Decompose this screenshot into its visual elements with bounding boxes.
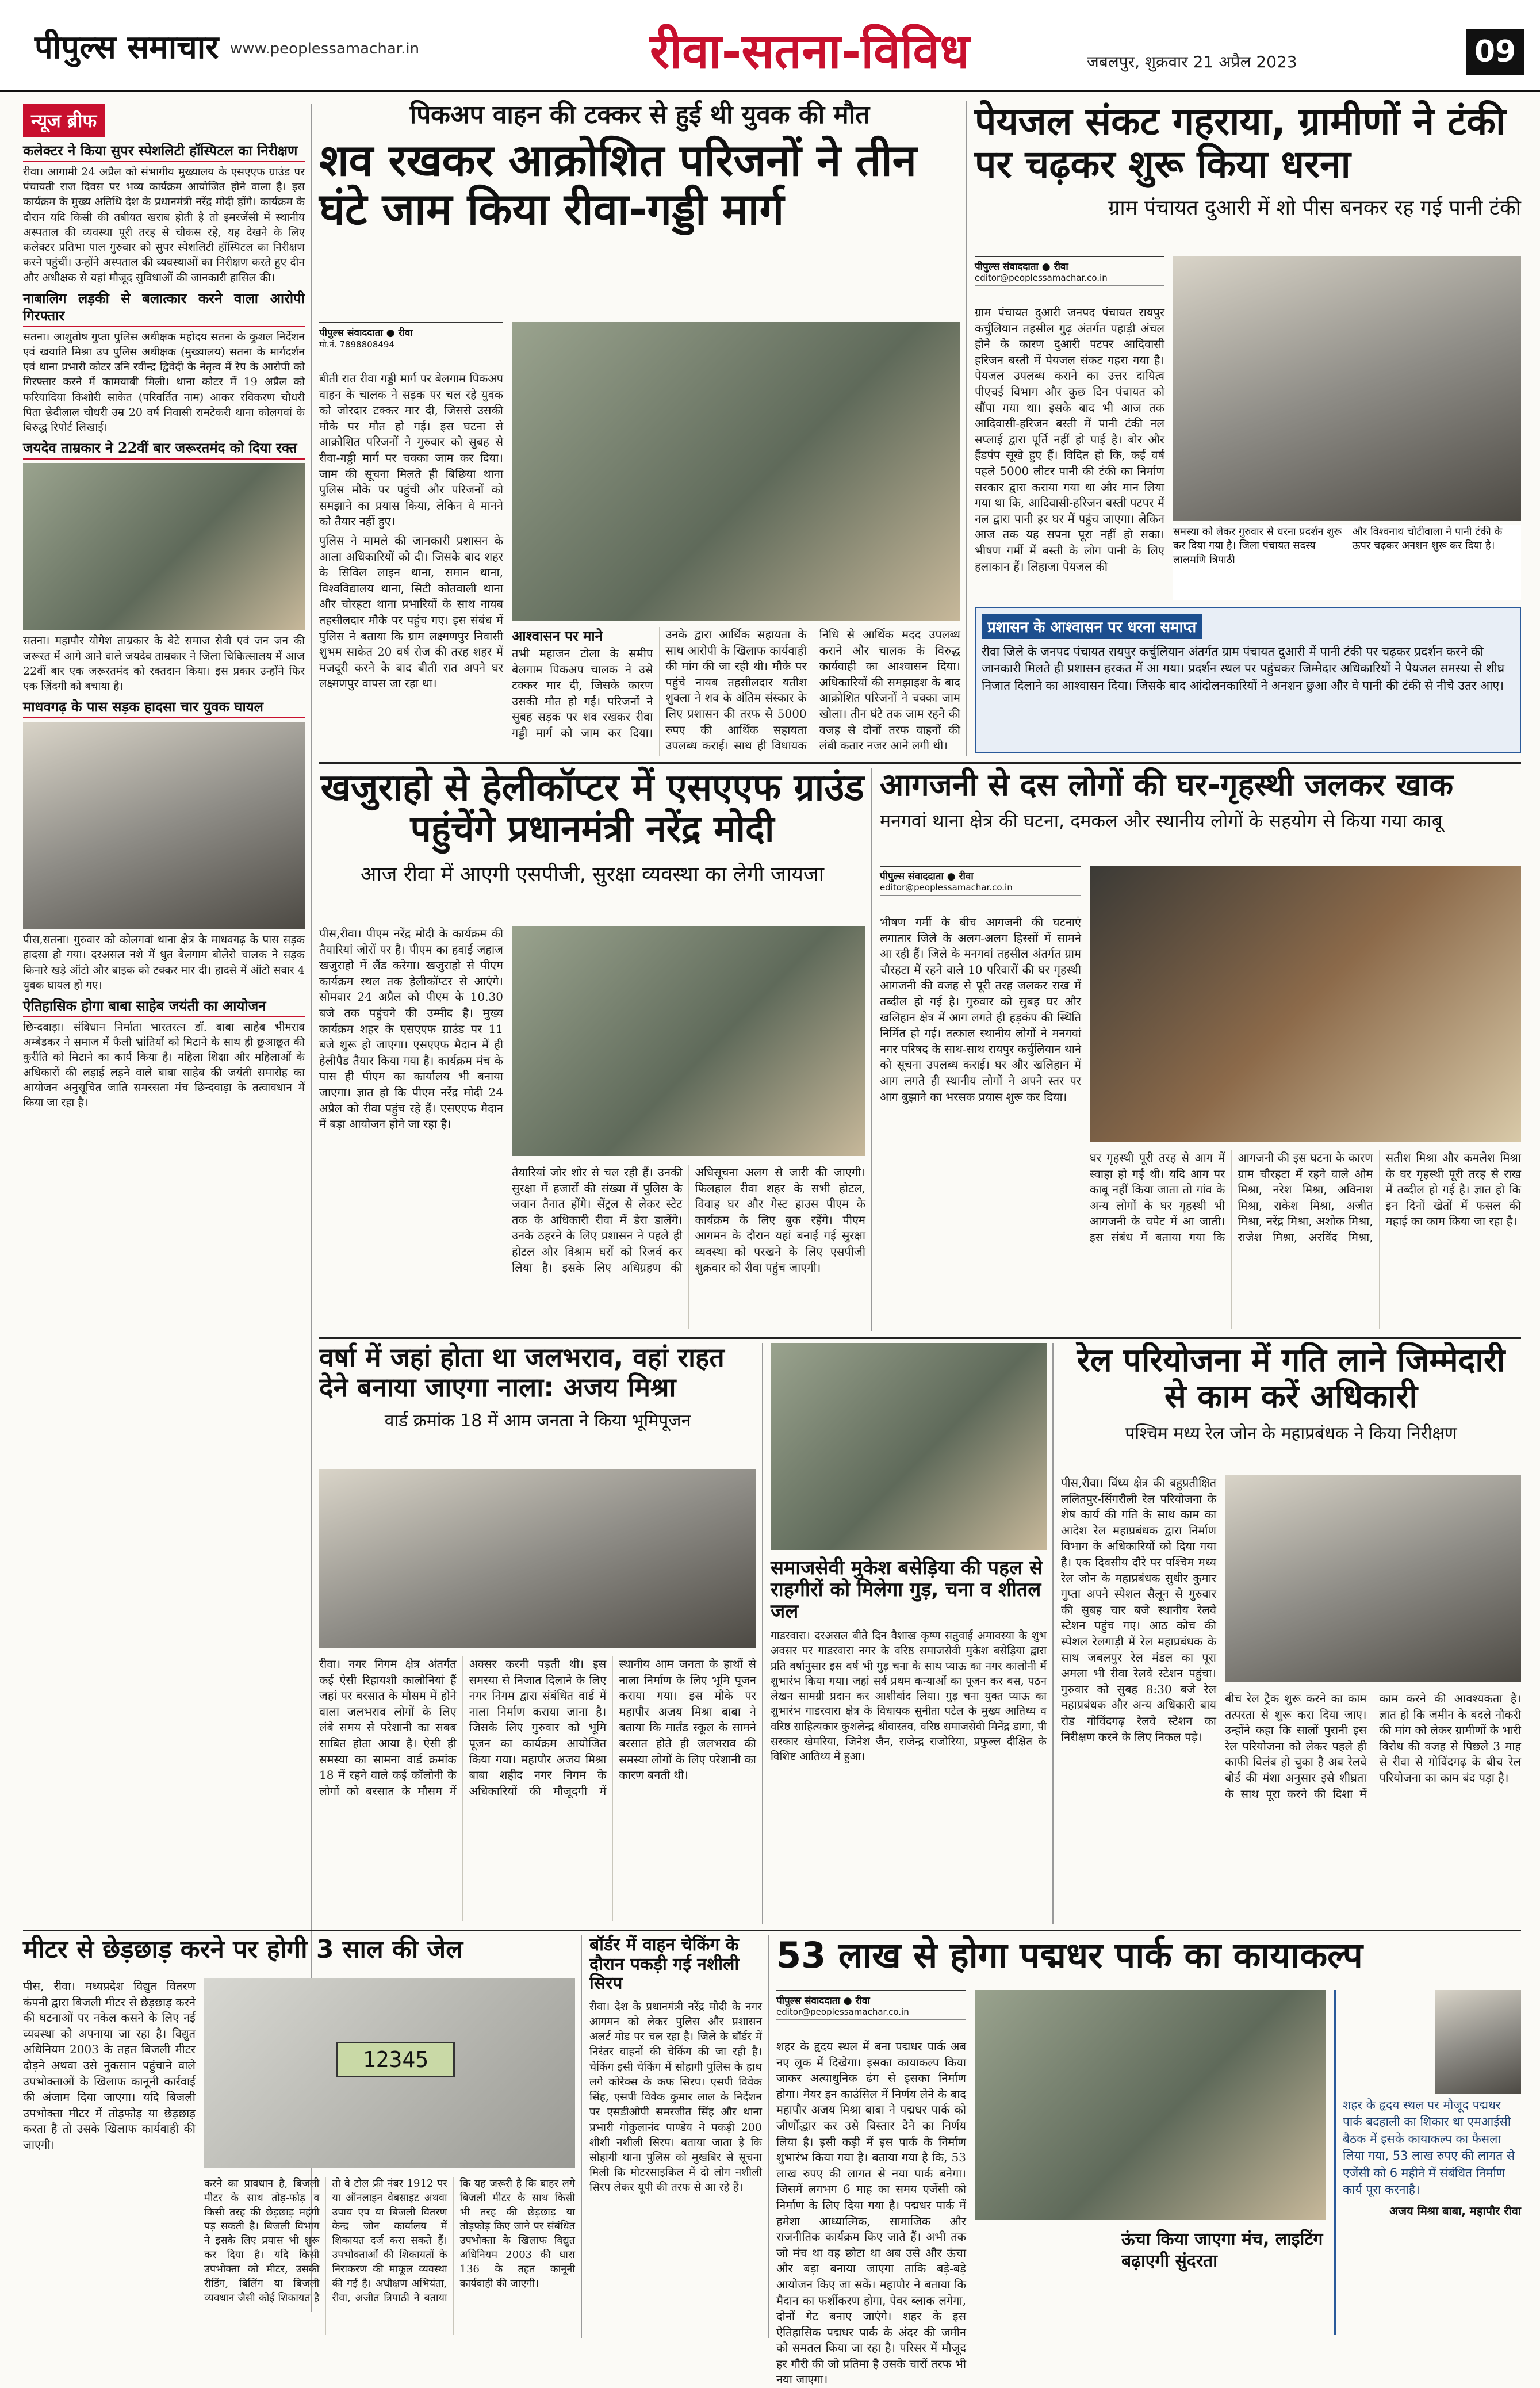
paper-logo: पीपुल्स समाचार	[35, 29, 219, 66]
box-body: रीवा जिले के जनपद पंचायत रायपुर कर्चुलियान अंतर्गत ग्राम पंचायत दुआरी में पानी टंकी पर चढ़कर प्रदर्शन करने की जानकारी मिलते ही प्रशासन हरकत में आ गया। प्रदर्शन स्थल पर पहुंचकर जिम्मेदार अधिकारियों ने पेयजल समस्या से शीघ्र निजात दिलाने का आश्वासन दिया। जिसके बाद आंदोलनकारियों ने अनशन छुआ और वे पानी की टंकी से नीचे उतर आए।	[982, 645, 1505, 692]
story-rail	[1061, 1343, 1521, 1924]
story5-deck: वार्ड क्रमांक 18 में आम जनता ने किया भूमिपूजन	[384, 1411, 691, 1432]
bhoomipujan-photo	[319, 1469, 756, 1648]
story-park	[776, 1934, 1521, 2387]
park-photo	[975, 1990, 1326, 2220]
water-tank-photo	[1173, 256, 1521, 521]
mayor-portrait	[1435, 1990, 1521, 2094]
story3-deck: आज रीवा में आएगी एसपीजी, सुरक्षा व्यवस्था का लेगी जायजा	[360, 863, 825, 887]
brief-text: पीस,सतना। गुरुवार को कोलगवां थाना क्षेत्र के माधवगढ़ के पास सड़क हादसा हो गया। दरअसल नशे में धुत बेलगाम बोलेरो चालक ने सड़क किनारे खड़े ऑटो और बाइक को टक्कर मार दी। हादसे में ऑटो सवार 4 युवक घायल हो गए।	[23, 933, 305, 992]
story-water-crisis	[975, 101, 1521, 756]
story7-body2: बीच रेल ट्रैक शुरू करने का काम तत्परता से शुरू करा दिया जाए। उन्होंने कहा कि सालों पुरानी इस रेल परियोजना को लेकर पहले ही काफी विलंब हो चुका है अब रेलवे बोर्ड की मंशा अनुसार इसे शीघ्रता के साथ पूरा करने की दिशा में काम करने की आवश्यकता है। ज्ञात हो कि जमीन के बदले नौकरी की मांग को लेकर ग्रामीणों के भारी विरोध की वजह से पिछले 3 माह से रीवा से गोविंदगढ़ के बीच रेल परियोजना का काम बंद पड़ा है।	[1225, 1692, 1521, 1801]
story8-body2: करने का प्रावधान है, बिजली मीटर के साथ तोड़-फोड़ व किसी तरह की छेड़छाड़ महंगी पड़ सकती है। बिजली विभाग ने इसके लिए प्रयास भी शुरू कर दिया है। यदि किसी उपभोक्ता को मीटर, उसकी रीडिंग, बिलिंग या बिजली व्यवधान जैसी कोई शिकायत है तो वे टोल फ्री नंबर 1912 पर या ऑनलाइन वेबसाइट अथवा उपाय एप या बिजली वितरण केन्द्र जोन कार्यालय में शिकायत दर्ज करा सकते हैं। उपभोक्ताओं की शिकायतों के निराकरण की माकूल व्यवस्था की गई है। अधीक्षण अभियंता, रीवा, अजीत त्रिपाठी ने बताया कि यह जरूरी है कि बाहर लगे बिजली मीटर के साथ किसी भी तरह की छेड़छाड़ या तोड़फोड़ किए जाने पर संबंधित उपभोक्ता के खिलाफ विद्युत अधिनियम 2003 की धारा 136 के तहत कानूनी कार्यवाही की जाएगी।	[204, 2177, 575, 2304]
story2-deck: ग्राम पंचायत दुआरी में शो पीस बनकर रह गई पानी टंकी	[1108, 196, 1521, 220]
story1-kicker: पिकअप वाहन की टक्कर से हुई थी युवक की मौत	[409, 100, 870, 129]
brief-headline: नाबालिग लड़की से बलात्कार करने वाला आरोपी गिरफ्तार	[23, 290, 305, 327]
story5-headline: वर्षा में जहां होता था जलभराव, वहां राहत देने बनाया जाएगा नाला: अजय मिश्रा	[319, 1342, 725, 1403]
story3-body-col1: पीस,रीवा। पीएम नरेंद्र मोदी के कार्यक्रम की तैयारियां जोरों पर है। पीएम का हवाई जहाज खजुराहो में लैंड करेगा। खजुराहो से पीएम कार्यक्रम स्थल तक हेलीकॉप्टर से आएंगे। सोमवार 24 अप्रैल को पीएम के 10.30 बजे तक पहुंचने की उम्मीद है। मुख्य कार्यक्रम शहर के एसएएफ ग्राउंड पर 11 बजे शुरू हो जाएगा। एसएएफ मैदान में ही हेलीपैड तैयार किया गया है। कार्यक्रम मंच के पास ही पीएम का कार्यालय भी बनाया जाएगा। ज्ञात हो कि पीएम नरेंद्र मोदी 24 अप्रैल को रीवा पहुंच रहे हैं। एसएएफ मैदान में बड़ा आयोजन होने जा रहा है।	[319, 927, 503, 1131]
story2-caption: समस्या को लेकर गुरुवार से धरना प्रदर्शन शुरू कर दिया गया है। जिला पंचायत सदस्य लालमणि त्रिपाठी और विश्वनाथ चोटीवाला ने पानी टंकी के ऊपर चढ़कर अनशन शुरू कर दिया है।	[1173, 525, 1521, 600]
meter-display: 12345	[336, 2042, 455, 2077]
story10-byline: पीपुल्स संवाददाता ● रीवा editor@peoplessamachar.co.in	[776, 1990, 966, 2020]
story-meter	[23, 1935, 575, 2338]
story-pyau	[771, 1343, 1047, 1924]
page-number: 09	[1466, 29, 1524, 75]
story4-body: भीषण गर्मी के बीच आगजनी की घटनाएं लगातार जिले के अलग-अलग हिस्सों में सामने आ रही हैं। जिले के मनगवां तहसील अंतर्गत ग्राम चौरहटा में रहने वाले 10 परिवारों की घर गृहस्थी आगजनी की वजह से पूरी तरह जलकर राख में तब्दील हो गई है। गुरुवार को सुबह घर और खलिहान क्षेत्र में आग लगते ही हड़कंप की स्थिति निर्मित हो गई। तत्काल स्थानीय लोगों ने मनगवां नगर परिषद के साथ-साथ रायपुर कर्चुलियान थाने को सूचना उपलब्ध कराई। घर और खलिहान में आग लगते ही स्थानीय लोगों ने अपने स्तर पर आग बुझाने का भरसक प्रयास शुरू कर दिया।	[880, 915, 1081, 1104]
brief-headline: ऐतिहासिक होगा बाबा साहेब जयंती का आयोजन	[23, 997, 305, 1017]
brief-text: छिन्दवाड़ा। संविधान निर्माता भारतरत्न डॉ. बाबा साहेब भीमराव अम्बेडकर ने समाज में फैली भ्रांतियों को मिटाने के साथ ही छुआछूत की कुरीति को मिटाने का कार्य किया है। महिला शिक्षा और महिलाओं के अधिकारों की लड़ाई लड़ने वाले बाबा साहेब की जयंती समारोह का आयोजन अनुसूचित जाति समरसता मंच छिन्दवाड़ा के तत्वावधान में किया जा रहा है।	[23, 1021, 305, 1109]
dateline: जबलपुर, शुक्रवार 21 अप्रैल 2023	[1087, 52, 1297, 71]
story-fire	[880, 768, 1521, 1331]
story-syrup	[589, 1935, 762, 2338]
brief-text: सतना। आशुतोष गुप्ता पुलिस अधीक्षक महोदय सतना के कुशल निर्देशन एवं खयाति मिश्रा उप पुलिस अधीक्षक (मुख्यालय) सतना के मार्गदर्शन एवं थाना प्रभारी कोटर उनि रवीन्द्र द्विवेदी के नेतृत्व में रेप के आरोपी को गिरफ्तार करने में कामयाबी मिली। थाना कोटर में 19 अप्रैल को फरियादिया किशोरी साकेत (परिवर्तित नाम) आकर रविकरण चौधरी पिता छेदीलाल चौधरी उम्र 20 वर्ष निवासी रामटेकरी थाना कोलगवां के विरुद्ध रिपोर्ट लिखाई।	[23, 330, 305, 434]
fire-damage-photo	[1090, 866, 1521, 1142]
mayor-quote-by: अजय मिश्रा बाबा, महापौर रीवा	[1389, 2204, 1521, 2218]
story10-subhead: ऊंचा किया जाएगा मंच, लाइटिंग बढ़ाएगी सुंदरता	[1121, 2229, 1323, 2271]
rail-inspection-photo	[1225, 1475, 1521, 1682]
story8-body1: पीस, रीवा। मध्यप्रदेश विद्युत वितरण कंपनी द्वारा बिजली मीटर से छेड़छाड़ करने की घटनाओं पर नकेल कसने के लिए नई व्यवस्था को अपनाया जा रहा है। विद्युत अधिनियम 2003 के तहत बिजली मीटर दौड़ने अथवा उसे नुकसान पहुंचाने वाले उपभोक्ताओं के खिलाफ कानूनी कार्रवाई की अंजाम दिया जाएगा। यदि बिजली उपभोक्ता मीटर में तोड़फोड़ या छेड़छाड़ करता है तो उसके खिलाफ कार्यवाही की जाएगी।	[23, 1979, 196, 2152]
accident-photo	[23, 722, 305, 929]
admin-assurance-box	[975, 607, 1521, 753]
story8-headline: मीटर से छेड़छाड़ करने पर होगी 3 साल की जेल	[23, 1935, 463, 1964]
story3-headline: खजुराहो से हेलीकॉप्टर में एसएएफ ग्राउंड पहुंचेंगे प्रधानमंत्री नरेंद्र मोदी	[320, 767, 864, 851]
paper-url[interactable]: www.peoplessamachar.in	[230, 40, 420, 58]
story2-byline: पीपुल्स संवाददाता ● रीवा editor@peoplessamachar.co.in	[975, 256, 1164, 286]
story1-body-col1: बीती रात रीवा गड्डी मार्ग पर बेलगाम पिकअप वाहन के चालक ने सड़क पर चल रहे युवक को जोरदार टक्कर मार दी, जिससे उसकी मौके पर मौत हो गई। इस घटना से आक्रोशित परिजनों ने गुरुवार को सुबह से रीवा-गड्डी मार्ग पर चक्का जाम कर दिया। जाम की सूचना मिलते ही बिछिया थाना पुलिस मौके पर पहुंची और परिजनों को समझाने का प्रयास किया, लेकिन वे मानने को तैयार नहीं हुए। पुलिस ने मामले की जानकारी प्रशासन के आला अधिकारियों को दी। जिसके बाद शहर के सिविल लाइन थाना, समान थाना, विश्वविद्यालय थाना, सिटी कोतवाली थाना और चोरहटा थाना प्रभारियों के साथ नायब तहसीलदार मौके पर पहुंच गए। इस संबंध में पुलिस ने बताया कि ग्राम लक्ष्मणपुर निवासी शुभम साकेत 20 वर्ष रोज की तरह शहर में मजदूरी करने के बाद बीती रात अपने घर लक्ष्मणपुर वापस जा रहा था।	[319, 372, 503, 691]
brief-text: सतना। महापौर योगेश ताम्रकार के बेटे समाज सेवी एवं जन जन की जरूरत में आगे आने वाले जयदेव ताम्रकार ने जिला चिकित्सालय में आज 22वीं बार एक जरूरतमंद को रक्तदान किया। इस प्रकार उन्होंने फिर एक ज़िंदगी को बचाया है।	[23, 634, 305, 692]
story7-deck: पश्चिम मध्य रेल जोन के महाप्रबंधक ने किया निरीक्षण	[1125, 1423, 1457, 1444]
story7-body: पीस,रीवा। विंध्य क्षेत्र की बहुप्रतीक्षित ललितपुर-सिंगरौली रेल परियोजना के शेष कार्य की गति के साथ काम का आदेश रेल महाप्रबंधक द्वारा निर्माण विभाग के अधिकारियों को दिया गया है। एक दिवसीय दौरे पर पश्चिम मध्य रेल जोन के महाप्रबंधक सुधीर कुमार गुप्ता अपने स्पेशल सैलून से गुरुवार की सुबह चार बजे स्थानीय रेलवे स्टेशन पहुंच गए। आठ कोच की स्पेशल रेलगाड़ी में रेल महाप्रबंधक के साथ जबलपुर रेल मंडल का पूरा अमला भी रीवा रेलवे स्टेशन पहुंचा। गुरुवार को सुबह 8:30 बजे रेल महाप्रबंधक और अन्य अधिकारी बाय रोड गोविंदगढ़ रेलवे स्टेशन का निरीक्षण करने के लिए निकल पड़े।	[1061, 1476, 1216, 1744]
story3-body-col2: तैयारियां जोर शोर से चल रही हैं। उनकी सुरक्षा में हजारों की संख्या में पुलिस के जवान तैनात होंगे। सेंट्रल से लेकर स्टेट तक के अधिकारी रीवा में डेरा डालेंगे। उनके ठहरने के लिए प्रशासन ने पहले ही होटल और विश्राम घरों को रिजर्व कर लिया है। इसके लिए अधिग्रहण की अधिसूचना अलग से जारी की जाएगी। फिलहाल रीवा शहर के सभी होटल, विवाह घर और गेस्ट हाउस पीएम के कार्यक्रम के लिए बुक रहेंगे। पीएम आगमन के दौरान यहां बनाई गई सुरक्षा व्यवस्था को परखने के लिए एसपीजी शुक्रवार को रीवा पहुंच जाएगी।	[512, 1165, 865, 1275]
story-drain	[319, 1343, 756, 1924]
story4-headline: आगजनी से दस लोगों की घर-गृहस्थी जलकर खाक	[880, 767, 1454, 803]
brief-text: रीवा। आगामी 24 अप्रैल को संभागीय मुख्यालय के एसएएफ ग्राउंड पर पंचायती राज दिवस पर भव्य कार्यक्रम आयोजित होने वाला है। इस कार्यक्रम के मुख्य अतिथि देश के प्रधानमंत्री नरेंद्र मोदी होंगे। कार्यक्रम के दौरान यदि किसी की तबीयत खराब होती है तो इमरजेंसी में स्थानीय अस्पताल की व्यवस्था पूरी तरह से चौकस रहे, यह देखने के लिए कलेक्टर प्रतिभा पाल गुरुवार को सुपर स्पेशलिटी हॉस्पिटल का निरीक्षण करने पहुंचीं। उन्होंने अस्पताल की व्यवस्थाओं का निरीक्षण करते हुए दीन और अधीक्षक से यहां मौजूद सुविधाओं की जानकारी हासिल की।	[23, 166, 305, 284]
story1-byline: पीपुल्स संवाददाता ● रीवा मो.नं. 7898808494	[319, 322, 503, 353]
masthead	[0, 0, 1540, 92]
road-block-photo	[512, 322, 960, 621]
story7-headline: रेल परियोजना में गति लाने जिम्मेदारी से काम करें अधिकारी	[1077, 1342, 1505, 1415]
meter-photo	[204, 1978, 575, 2168]
story-road-block	[319, 101, 960, 756]
mayor-quote-box	[1334, 1990, 1521, 2335]
story2-headline: पेयजल संकट गहराया, ग्रामीणों ने टंकी पर चढ़कर शुरू किया धरना	[975, 100, 1506, 186]
brief-headline: कलेक्टर ने किया सुपर स्पेशलिटी हॉस्पिटल का निरीक्षण	[23, 142, 305, 162]
story9-headline: बॉर्डर में वाहन चेकिंग के दौरान पकड़ी गई नशीली सिरप	[589, 1935, 740, 1994]
story10-headline: 53 लाख से होगा पद्मधर पार्क का कायाकल्प	[776, 1934, 1363, 1976]
story5-body: रीवा। नगर निगम क्षेत्र अंतर्गत कई ऐसी रिहायशी कालोनियां हैं जहां पर बरसात के मौसम में होने वाला जलभराव लोगों के लिए लंबे समय से परेशानी का सबब साबित होता आया है। ऐसी ही समस्या का सामना वार्ड क्रमांक 18 में रहने वाले कई कॉलोनी के लोगों को बरसात के मौसम में अक्सर करनी पड़ती थी। इस समस्या से निजात दिलाने के लिए नगर निगम द्वारा संबंधित वार्ड में नाला निर्माण कराया जाना है। जिसके लिए गुरुवार को भूमि पूजन का कार्यक्रम आयोजित किया गया। महापौर अजय मिश्रा बाबा शहीद नगर निगम के अधिकारियों की मौजूदगी में स्थानीय आम जनता के हाथों से नाला निर्माण के लिए भूमि पूजन कराया गया। इस मौके पर महापौर अजय मिश्रा बाबा ने बताया कि मार्तंड स्कूल के सामने बरसात होते ही जलभराव की समस्या लोगों के लिए परेशानी का कारण बनती थी।	[319, 1657, 756, 1798]
box-headline: प्रशासन के आश्वासन पर धरना समाप्त	[982, 614, 1202, 639]
story1-headline: शव रखकर आक्रोशित परिजनों ने तीन घंटे जाम किया रीवा-गड्डी मार्ग	[319, 135, 917, 235]
section-title: रीवा-सतना-विविध	[650, 23, 970, 79]
brief-headline: माधवगढ़ के पास सड़क हादसा चार युवक घायल	[23, 698, 305, 718]
brief-headline: जयदेव ताम्रकार ने 22वीं बार जरूरतमंद को दिया रक्त	[23, 439, 305, 460]
story2-body: ग्राम पंचायत दुआरी जनपद पंचायत रायपुर कर्चुलियान तहसील गुढ़ अंतर्गत पहाड़ी अंचल होने के कारण दुआरी पटपर आदिवासी हरिजन बस्ती में पेयजल संकट गहरा गया है। पेयजल उपलब्ध कराने का उत्तर दायित्व पीएचई विभाग और कुछ दिन पंचायत को सौंपा गया था। इसके बाद भी आज तक आदिवासी-हरिजन बस्ती में पानी टंकी नल सप्लाई द्वारा पूर्ति नहीं हो पाई है। बोर और हैंडपंप सूखे हुए हैं। विदित हो कि, कई वर्ष पहले 5000 लीटर पानी की टंकी का निर्माण सरकार द्वारा कराया गया था और मान लिया गया था कि, आदिवासी-हरिजन बस्ती पटपर में नल द्वारा पानी हर घर में पहुंच जाएगा। लेकिन आज तक यह सपना पूरा नहीं हो सका। भीषण गर्मी में बस्ती के लोग पानी के लिए हलाकान हैं। लिहाजा पेयजल की	[975, 305, 1164, 573]
story4-caption: घर गृहस्थी पूरी तरह से आग में स्वाहा हो गई थी। यदि आग पर काबू नहीं किया जाता तो गांव के अन्य लोगों के घर गृहस्थी भी आगजनी के चपेट में आ जाती। इस संबंध में बताया गया कि आगजनी की इस घटना के कारण ग्राम चौरहटा में रहने वाले ओम मिश्रा, नरेश मिश्रा, अविनाश मिश्रा, राकेश मिश्रा, अजीत मिश्रा, नरेंद्र मिश्रा, अशोक मिश्रा, राजेश मिश्रा, अरविंद मिश्रा, सतीश मिश्रा और कमलेश मिश्रा के घर गृहस्थी पूरी तरह से राख में तब्दील हो गई है। ज्ञात हो कि इन दिनों खेतों में फसल की महाई का काम किया जा रहा है।	[1090, 1151, 1521, 1244]
blood-donation-photo	[23, 463, 305, 630]
story-pm-visit	[319, 768, 865, 1331]
story1-body-col2: आश्वासन पर माने तभी महाजन टोला के समीप बेलगाम पिकअप चालक ने उसे टक्कर मार दी, जिसके कारण उसकी मौत हो गई। परिजनों ने सुबह सड़क पर शव रखकर रीवा गड्डी मार्ग को जाम कर दिया। उनके द्वारा आर्थिक सहायता के साथ आरोपी के खिलाफ कार्यवाही की मांग की जा रही थी। मौके पर पहुंचे नायब तहसीलदार यतीश शुक्ला ने शव के अंतिम संस्कार के लिए प्रशासन की तरफ से 5000 रुपए की आर्थिक सहायता उपलब्ध कराई। साथ ही विधायक निधि से आर्थिक मदद उपलब्ध कराने और चालक के विरुद्ध कार्यवाही का आश्वासन दिया। अधिकारियों की समझाइश के बाद आक्रोशित परिजनों ने चक्का जाम खोला। तीन घंटे तक जाम रहने की वजह से दोनों तरफ वाहनों की लंबी कतार नजर आने लगी थी।	[512, 627, 960, 753]
pyau-photo	[771, 1343, 1047, 1550]
story6-body: गाडरवारा। दरअसल बीते दिन वैशाख कृष्ण सतुवाई अमावस्या के शुभ अवसर पर गाडरवारा नगर के वरिष्ठ समाजसेवी मुकेश बसेड़िया द्वारा प्रति वर्षानुसार इस वर्ष भी गुड़ चना के साथ प्याऊ का नगर कालोनी में शुभारंभ किया गया। जहां सर्व प्रथम कन्याओं का पूजन कर बस, पठन लेखन सामग्री प्रदान कर आशीर्वाद लिया। गुड़ चना युक्त प्याऊ का शुभारंभ गाडरवारा क्षेत्र के विधायक सुनीता पटेल के मुख्य आतिथ्य व वरिष्ठ साहित्यकार कुशलेन्द्र श्रीवास्तव, वरिष्ठ समाजसेवी मिनेंद्र डागा, पी सरकार खेमरिया, जिनेश जैन, राजेन्द्र राजोरिया, प्रफुल्ल दीक्षित के विशिष्ट आतिथ्य में हुआ।	[771, 1629, 1047, 1763]
story4-deck: मनगवां थाना क्षेत्र की घटना, दमकल और स्थानीय लोगों के सहयोग से किया गया काबू	[880, 810, 1442, 832]
story4-byline: पीपुल्स संवाददाता ● रीवा editor@peoplessamachar.co.in	[880, 866, 1081, 896]
story10-body: शहर के हृदय स्थल में बना पद्मधर पार्क अब नए लुक में दिखेगा। इसका कायाकल्प किया जाकर अत्याधुनिक ढंग से इसका निर्माण होगा। मेयर इन काउंसिल में निर्णय लेने के बाद महापौर अजय मिश्रा बाबा ने पद्मधर पार्क को जीर्णोद्धार कर उसे विस्तार देने का निर्णय लिया है। इसी कड़ी में इस पार्क के निर्माण शुभारंभ किया गया है। बताया गया है कि, 53 लाख रुपए की लागत से नया पार्क बनेगा। जिसमें लगभग 6 माह का समय एजेंसी को निर्माण के लिए दिया गया है। पद्मधर पार्क में हमेशा आध्यात्मिक, सामाजिक और राजनीतिक कार्यक्रम किए जाते हैं। अभी तक जो मंच था वह छोटा था अब उसे और ऊंचा और बड़ा बनाया जाएगा ताकि बड़े-बड़े आयोजन किए जा सकें। महापौर ने बताया कि मैदान का फर्शीकरण होगा, पेवर ब्लाक लगेगा, दोनों गेट बनाए जाएंगे। शहर के इस ऐतिहासिक पद्मधर पार्क के अंदर की जमीन को समतल किया जा रहा है। परिसर में मौजूद हर गौरी की जो प्रतिमा है उसके चारों तरफ भी नया जाएगा।	[776, 2039, 966, 2387]
news-brief-label: न्यूज ब्रीफ	[23, 104, 105, 137]
mayor-quote: शहर के हृदय स्थल पर मौजूद पद्मधर पार्क बदहाली का शिकार था एमआईसी बैठक में इसके कायाकल्प का फैसला लिया गया, 53 लाख रुपए की लागत से एजेंसी को 6 महीने में संबंधित निर्माण कार्य पूरा करनाहै।	[1343, 2098, 1515, 2196]
pm-venue-photo	[512, 926, 865, 1156]
story6-headline: समाजसेवी मुकेश बसेड़िया की पहल से राहगीरों को मिलेगा गुड़, चना व शीतल जल	[771, 1556, 1043, 1624]
story1-subhead: आश्वासन पर माने	[512, 628, 603, 644]
story9-body: रीवा। देश के प्रधानमंत्री नरेंद्र मोदी के नगर आगमन को लेकर पुलिस और प्रशासन अलर्ट मोड पर चल रहा है। जिले के बॉर्डर में निरंतर वाहनों की चेकिंग की जा रही है। चेकिंग इसी चेकिंग में सोहागी पुलिस के हाथ लगे कोरेक्स के कफ सिरप। एसपी विवेक सिंह, एसपी विवेक कुमार लाल के निर्देशन पर एसडीओपी समरजीत सिंह और थाना प्रभारी गोकुलानंद पाण्डेय ने पकड़ी 200 शीशी नशीली सिरप। बताया जाता है कि सोहागी थाना पुलिस को मुखबिर से सूचना मिली कि मोटरसाइकिल में दो लोग नशीली सिरप लेकर यूपी की तरफ से आ रहे हैं।	[589, 2000, 762, 2194]
